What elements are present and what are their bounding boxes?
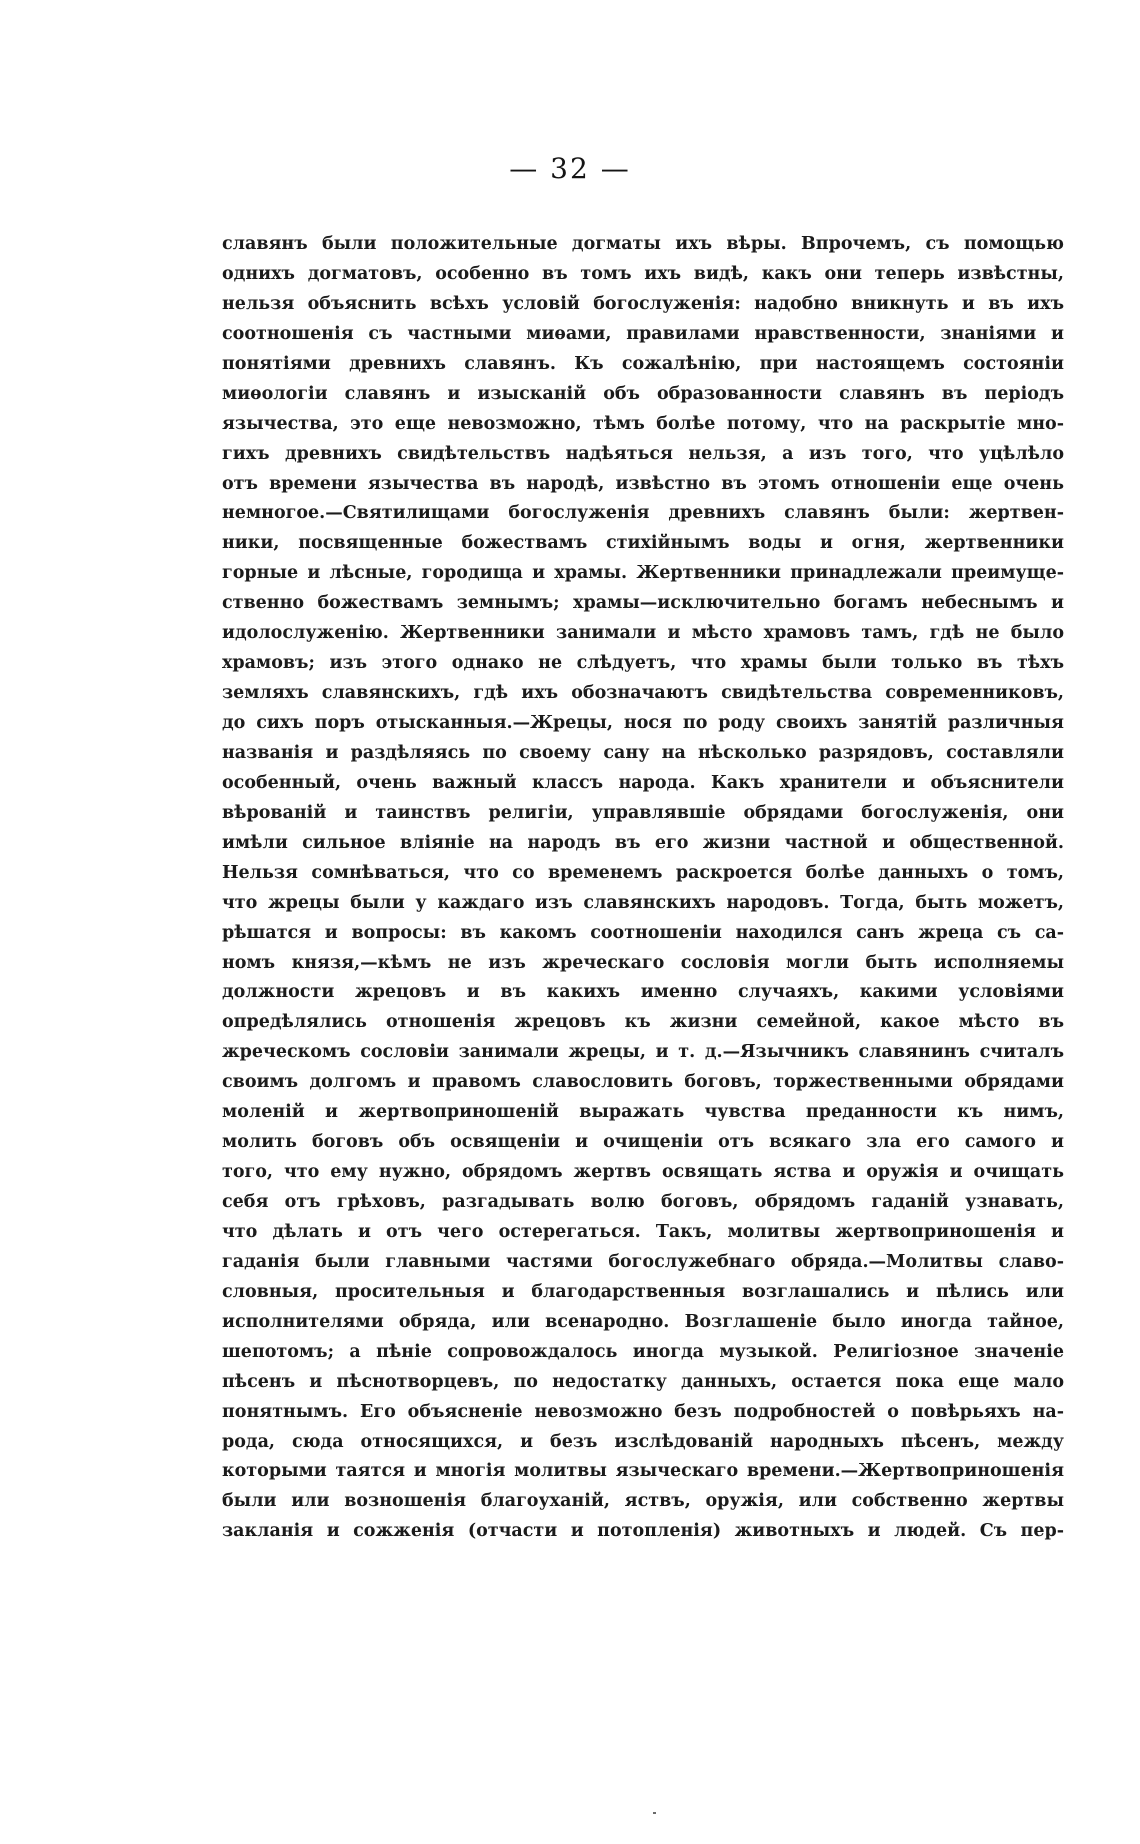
text-line: опредѣлялись отношенія жрецовъ къ жизни семейной, какое мѣсто въ — [222, 1012, 1064, 1033]
text-line: того, что ему нужно, обрядомъ жертвъ освящать яства и оружія и очищать — [222, 1162, 1064, 1183]
text-line: ственно божествамъ земнымъ; храмы—исключительно богамъ небеснымъ и — [222, 593, 1064, 614]
text-line: понятнымъ. Его объясненіе невозможно безъ подробностей о повѣрьяхъ на- — [222, 1401, 1064, 1422]
text-line: вѣрованій и таинствъ религіи, управлявшіе обрядами богослуженія, они — [222, 802, 1064, 823]
text-line: храмовъ; изъ этого однако не слѣдуетъ, что храмы были только въ тѣхъ — [222, 653, 1064, 674]
text-line: соотношенія съ частными миѳами, правилами нравственности, знаніями и — [222, 323, 1064, 344]
text-line: горные и лѣсные, городища и храмы. Жертвенники принадлежали преимуще- — [222, 563, 1064, 584]
text-line: славянъ были положительные догматы ихъ вѣры. Впрочемъ, съ помощью — [222, 234, 1064, 254]
text-line: которыми таятся и многія молитвы языческаго времени.—Жертвоприношенія — [222, 1461, 1064, 1482]
text-line: названія и раздѣляясь по своему сану на нѣсколько разрядовъ, составляли — [222, 742, 1064, 763]
text-line: были или возношенія благоуханій, яствъ, оружія, или собственно жертвы — [222, 1491, 1064, 1512]
text-line: немногое.—Святилищами богослуженія древнихъ славянъ были: жертвен- — [222, 503, 1064, 524]
ink-speck — [653, 1812, 656, 1814]
text-line: нельзя объяснить всѣхъ условій богослуженія: надобно вникнуть и въ ихъ — [222, 293, 1064, 314]
text-line: себя отъ грѣховъ, разгадывать волю боговъ, обрядомъ гаданій узнавать, — [222, 1192, 1064, 1212]
text-line: пѣсенъ и пѣснотворцевъ, по недостатку данныхъ, остается пока еще мало — [222, 1371, 1064, 1392]
text-line: рода, сюда относящихся, и безъ изслѣдованій народныхъ пѣсенъ, между — [222, 1431, 1064, 1452]
text-line: что жрецы были у каждаго изъ славянскихъ народовъ. Тогда, быть можетъ, — [222, 892, 1064, 913]
text-line: однихъ догматовъ, особенно въ томъ ихъ видѣ, какъ они теперь извѣстны, — [222, 263, 1064, 284]
text-line: отъ времени язычества въ народѣ, извѣстно въ этомъ отношеніи еще очень — [222, 473, 1064, 494]
text-line: своимъ долгомъ и правомъ славословить боговъ, торжественными обрядами — [222, 1072, 1064, 1093]
text-line: миѳологіи славянъ и изысканій объ образованности славянъ въ періодъ — [222, 383, 1064, 404]
text-line: молить боговъ объ освященіи и очищеніи отъ всякаго зла его самого и — [222, 1132, 1064, 1153]
text-line: ники, посвященные божествамъ стихійнымъ воды и огня, жертвенники — [222, 533, 1064, 554]
text-line: особенный, очень важный классъ народа. Какъ хранители и объяснители — [222, 772, 1064, 793]
body-text — [222, 230, 1064, 1547]
text-line: рѣшатся и вопросы: въ какомъ соотношеніи находился санъ жреца съ са- — [222, 922, 1064, 943]
text-line: идолослуженію. Жертвенники занимали и мѣсто храмовъ тамъ, гдѣ не было — [222, 623, 1064, 644]
text-line: язычества, это еще невозможно, тѣмъ болѣе потому, что на раскрытіе мно- — [222, 413, 1064, 434]
text-line: словныя, просительныя и благодарственныя возглашались и пѣлись или — [222, 1281, 1064, 1302]
text-line: понятіями древнихъ славянъ. Къ сожалѣнію, при настоящемъ состояніи — [222, 353, 1064, 374]
text-line: моленій и жертвоприношеній выражать чувства преданности къ нимъ, — [222, 1102, 1064, 1123]
text-line: гихъ древнихъ свидѣтельствъ надѣяться нельзя, а изъ того, что уцѣлѣло — [222, 443, 1064, 464]
page-number: — 32 — — [509, 152, 631, 185]
text-line: должности жрецовъ и въ какихъ именно случаяхъ, какими условіями — [222, 982, 1064, 1003]
text-line: гаданія были главными частями богослужебнаго обряда.—Молитвы славо- — [222, 1251, 1064, 1272]
text-line: земляхъ славянскихъ, гдѣ ихъ обозначаютъ свидѣтельства современниковъ, — [222, 683, 1064, 704]
text-line: что дѣлать и отъ чего остерегаться. Такъ, молитвы жертвоприношенія и — [222, 1221, 1064, 1242]
text-line: жреческомъ сословіи занимали жрецы, и т. д.—Язычникъ славянинъ считалъ — [222, 1042, 1064, 1063]
text-line: номъ князя,—кѣмъ не изъ жреческаго сословія могли быть исполняемы — [222, 952, 1064, 973]
text-line: шепотомъ; а пѣніе сопровождалось иногда музыкой. Религіозное значеніе — [222, 1341, 1064, 1362]
text-line: имѣли сильное вліяніе на народъ въ его жизни частной и общественной. — [222, 832, 1064, 853]
text-line: закланія и сожженія (отчасти и потопленія) животныхъ и людей. Съ пер- — [222, 1521, 1064, 1542]
text-line: Нельзя сомнѣваться, что со временемъ раскроется болѣе данныхъ о томъ, — [222, 862, 1064, 883]
text-line: исполнителями обряда, или всенародно. Возглашеніе было иногда тайное, — [222, 1311, 1064, 1332]
text-line: до сихъ поръ отысканныя.—Жрецы, нося по роду своихъ занятій различныя — [222, 713, 1064, 733]
